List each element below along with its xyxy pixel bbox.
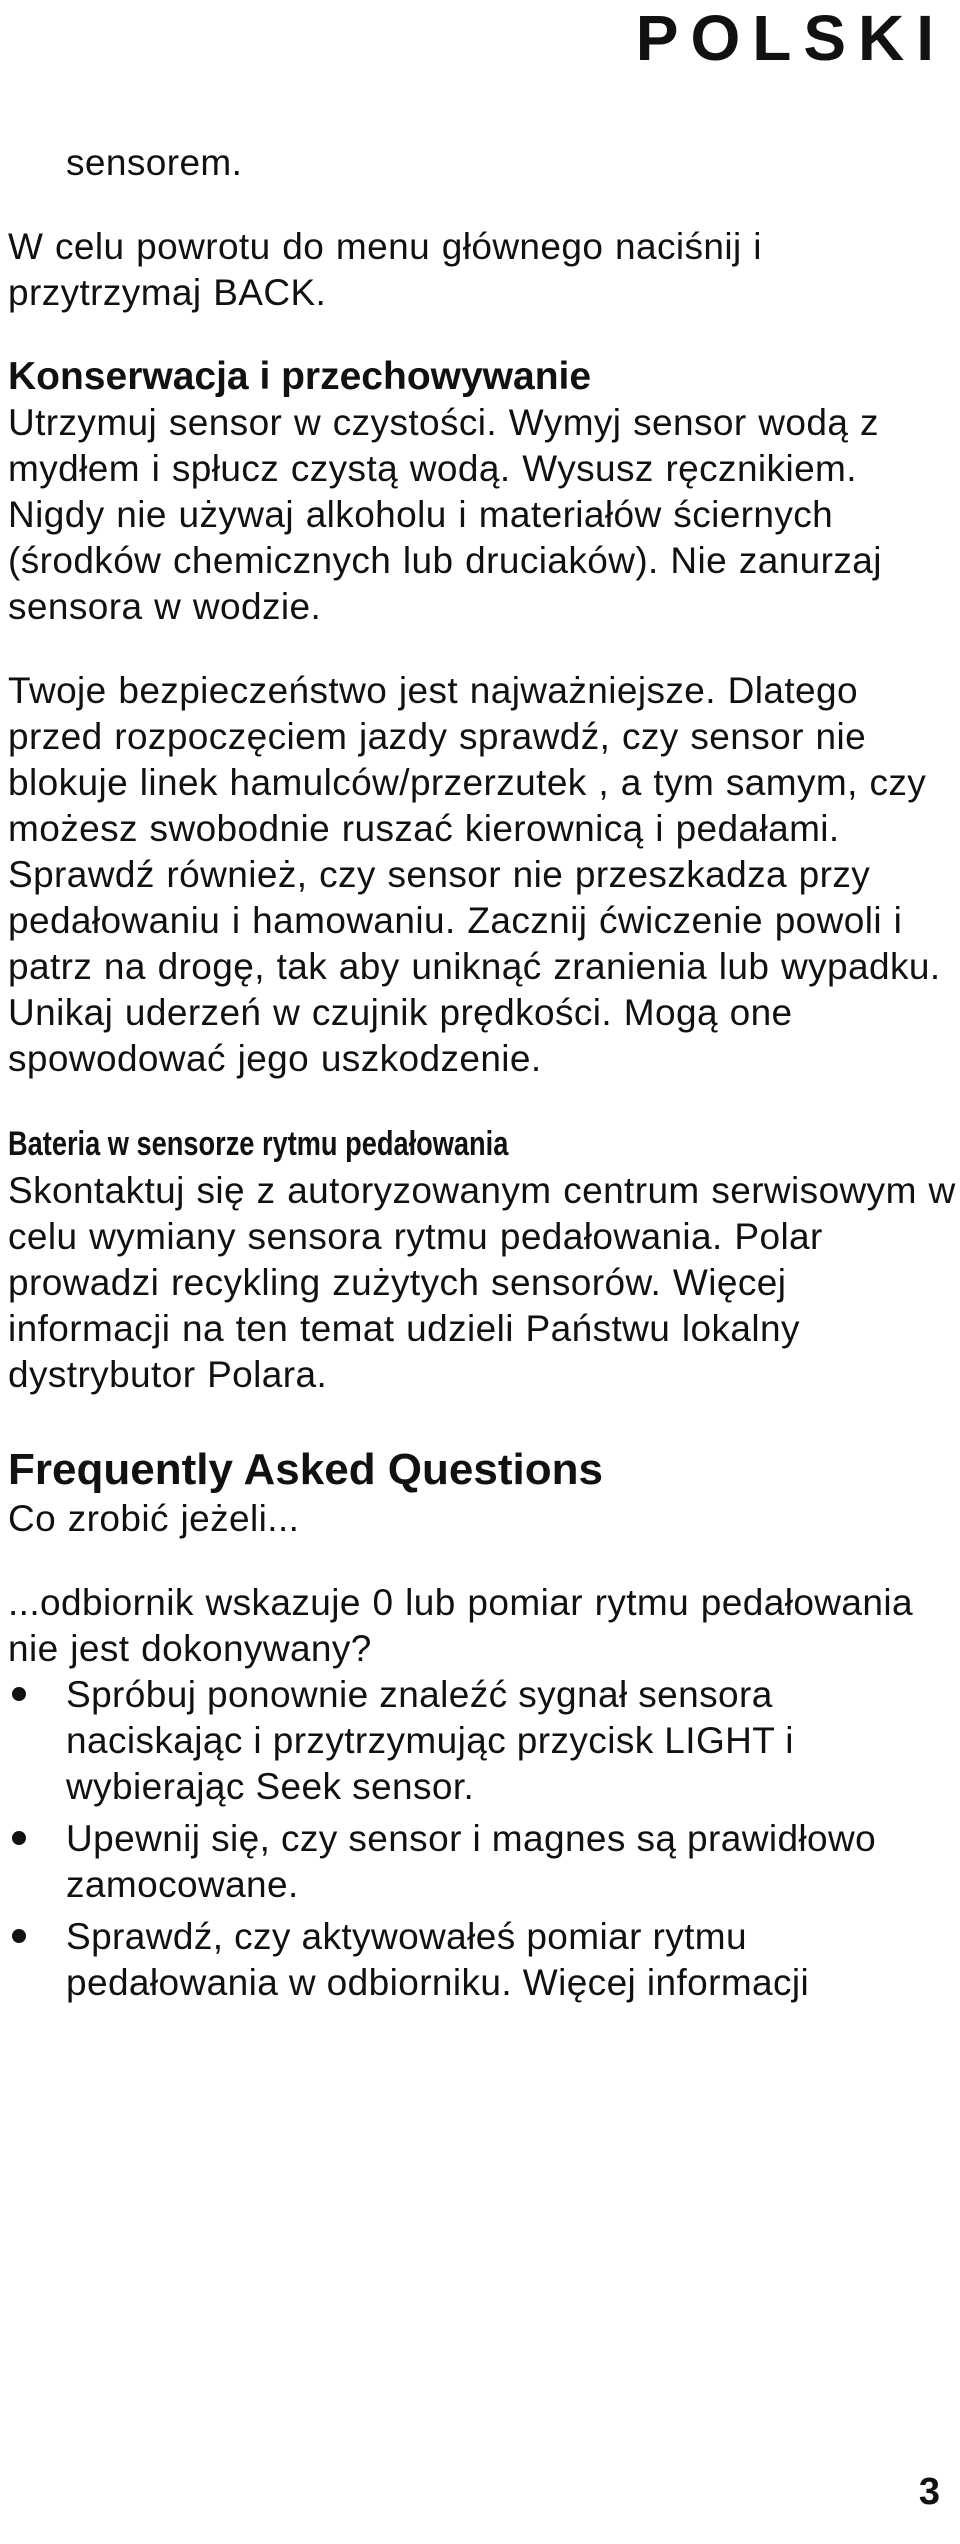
battery-heading: Bateria w sensorze rytmu pedałowania	[8, 1125, 509, 1163]
bullet-icon	[12, 1929, 26, 1943]
list-item-text: Sprawdź, czy aktywowałeś pomiar rytmu pedałowania w odbiorniku. Więcej informacji	[66, 1916, 810, 2003]
list-item-text: Spróbuj ponownie znaleźć sygnał sensora naciskając i przytrzymując przycisk LIGHT i wybierając Seek sensor.	[66, 1674, 794, 1807]
bullet-icon	[12, 1831, 26, 1845]
faq-question: ...odbiornik wskazuje 0 lub pomiar rytmu pedałowania nie jest dokonywany?	[8, 1582, 913, 1669]
list-item	[8, 1816, 958, 1908]
battery-paragraph: Skontaktuj się z autoryzowanym centrum serwisowym w celu wymiany sensora rytmu pedałowania. Polar prowadzi recykling zużytych sensorów. Więcej informacji na ten temat udzieli Państwu lokalny dystrybutor Polara.	[8, 1170, 956, 1395]
list-item-text: Upewnij się, czy sensor i magnes są prawidłowo zamocowane.	[66, 1818, 877, 1905]
list-item	[8, 1672, 958, 1810]
faq-heading: Frequently Asked Questions	[8, 1445, 603, 1494]
faq-subheading: Co zrobić jeżeli...	[8, 1498, 300, 1539]
list-item	[8, 1914, 958, 2006]
back-instruction-text: W celu powrotu do menu głównego naciśnij i przytrzymaj BACK.	[8, 226, 762, 313]
page-number: 3	[918, 2471, 940, 2513]
bullet-icon	[12, 1687, 26, 1701]
page-language-header: POLSKI	[635, 2, 946, 74]
continuation-text: sensorem.	[66, 142, 243, 183]
document-body	[8, 140, 958, 2012]
safety-paragraph: Twoje bezpieczeństwo jest najważniejsze. Dlatego przed rozpoczęciem jazdy sprawdź, czy sensor nie blokuje linek hamulców/przerzutek , a tym samym, czy możesz swobodnie ruszać kierownicą i pedałami. Sprawdź również, czy sensor nie przeszkadza przy pedałowaniu i hamowaniu. Zacznij ćwiczenie powoli i patrz na drogę, tak aby uniknąć zranienia lub wypadku. Unikaj uderzeń w czujnik prędkości. Mogą one spowodować jego uszkodzenie.	[8, 670, 941, 1079]
maintenance-heading: Konserwacja i przechowywanie	[8, 355, 592, 398]
maintenance-paragraph: Utrzymuj sensor w czystości. Wymyj sensor wodą z mydłem i spłucz czystą wodą. Wysusz ręcznikiem. Nigdy nie używaj alkoholu i materiałów ściernych (środków chemicznych lub druciaków). Nie zanurzaj sensora w wodzie.	[8, 402, 882, 627]
faq-bullet-list	[8, 1672, 958, 2006]
